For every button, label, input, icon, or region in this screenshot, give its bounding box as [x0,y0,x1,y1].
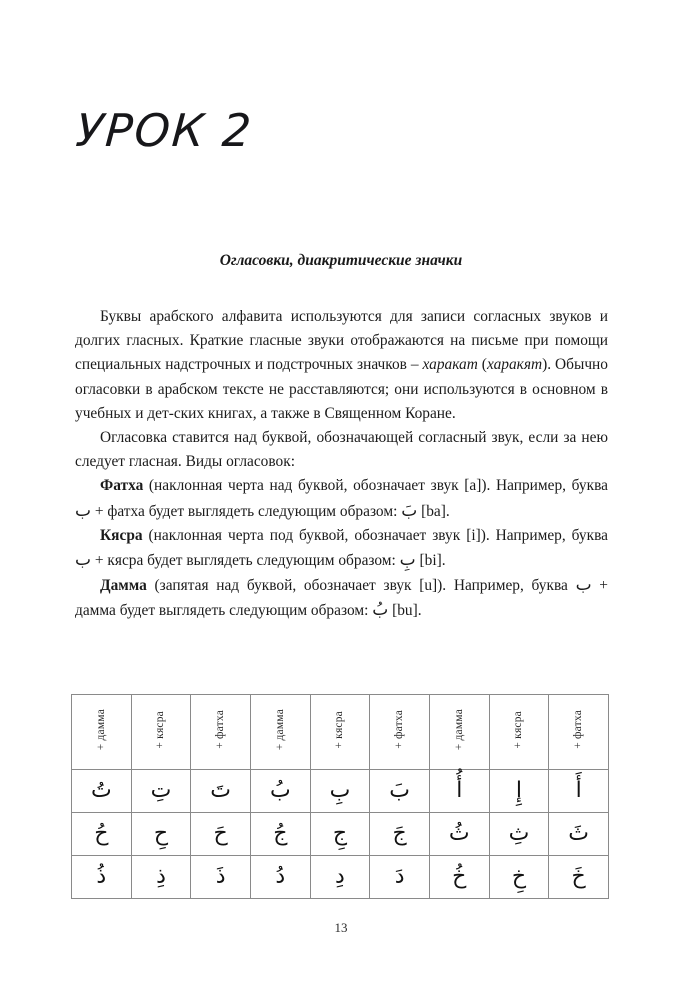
paragraph-fatha-text-1: (наклонная черта над буквой, обозначает звук [a]). Например, буква [143,477,608,495]
arabic-syllable-cell: دُ [250,856,310,899]
arabic-syllable-cell: ذُ [72,856,132,899]
table-header-label: + фатха [213,710,226,749]
arabic-syllable-cell: ثِ [489,813,549,856]
arabic-syllable-cell: دَ [370,856,430,899]
arabic-letter-ba-fatha-result: بَ [401,500,418,521]
paragraph-fatha-text-3: [ba]. [417,502,450,520]
arabic-syllable-cell: خُ [429,856,489,899]
table-header-cell [191,695,251,770]
term-damma: Дамма [100,577,147,595]
paragraph-rule-text: Огласовка ставится над буквой, обозначающей согласный звук, если за нею следует гласная. Виды огласовок: [75,429,608,471]
paragraph-fatha-text-2: + фатха будет выглядеть следующим образом: [91,502,402,520]
arabic-syllable-cell: تِ [131,770,191,813]
table-header-row [72,695,609,770]
table-header-label: + фатха [392,710,405,749]
arabic-syllable-cell: ثُ [429,813,489,856]
table-header-cell [549,695,609,770]
paragraph-damma-text-1: (запятая над буквой, обозначает звук [u]). Например, буква [146,577,576,595]
table-header-label: + дамма [273,708,286,751]
paragraph-damma-text-3: [bu]. [388,602,422,620]
arabic-syllable-cell: بَ [370,770,430,813]
term-harakat-latin: харакат [422,356,478,374]
table-header-cell [489,695,549,770]
arabic-syllable-cell: حَ [191,813,251,856]
arabic-syllable-cell: ذِ [131,856,191,899]
arabic-syllable-cell: ذَ [191,856,251,899]
table-header-cell [310,695,370,770]
arabic-syllable-cell: بِ [310,770,370,813]
paragraph-fatha [75,474,608,523]
arabic-syllable-cell: حُ [72,813,132,856]
paragraph-kasra [75,524,608,573]
paragraph-intro-text-1: Буквы арабского алфавита используются для записи согласных звуков и долгих гласных. Краткие гласные звуки отображаются на письме при помощи специальных надстрочных и подстрочных значков – [75,308,608,374]
paragraph-damma-text-2: + дамма будет выглядеть следующим образом: [75,577,608,620]
table-row [72,770,609,813]
arabic-syllable-cell: تَ [191,770,251,813]
arabic-syllable-cell: بُ [250,770,310,813]
arabic-letter-ba-fatha-base: ب [75,500,92,521]
arabic-syllable-cell: خَ [549,856,609,899]
table-row [72,813,609,856]
table-header-cell [131,695,191,770]
table-row [72,856,609,899]
arabic-letter-ba-kasra-result: بِ [399,550,416,571]
table-body [72,770,609,899]
paragraph-intro-text-3: ). Обычно огласовки в арабском тексте не расставляются; они используются в основном в учебных и дет-ских книгах, а также в Священном Коране. [75,356,608,422]
table-header-label: + дамма [94,708,107,751]
paragraph-intro [75,305,608,426]
term-fatha: Фатха [100,477,144,495]
arabic-syllable-cell: تُ [72,770,132,813]
arabic-syllable-cell: خِ [489,856,549,899]
paragraph-kasra-text-2: + кясра будет выглядеть следующим образом: [91,552,400,570]
table-header-label: + дамма [452,708,465,751]
arabic-letter-ba-kasra-base: ب [75,550,92,571]
table-header-cell [250,695,310,770]
arabic-syllable-cell: جِ [310,813,370,856]
arabic-syllable-cell: جَ [370,813,430,856]
paragraph-intro-text-2: ( [477,356,487,374]
table-header-cell [429,695,489,770]
table-header-cell [72,695,132,770]
table-header [72,695,609,770]
vowel-combination-table [71,694,609,899]
arabic-letter-ba-damma-base: ب [575,575,592,596]
table-header-label: + кясра [512,710,525,749]
term-kasra: Кясра [100,526,143,544]
table-header-label: + фатха [571,710,584,749]
arabic-syllable-cell: ثَ [549,813,609,856]
arabic-syllable-cell: جُ [250,813,310,856]
paragraph-rule [75,426,608,474]
term-harakyat: харакят [486,356,543,374]
arabic-syllable-cell: أُ [429,770,489,813]
paragraph-damma [75,573,608,623]
table-header-label: + кясра [333,710,346,749]
paragraph-kasra-text-1: (наклонная черта под буквой, обозначает звук [i]). Например, буква [142,526,608,544]
arabic-syllable-cell: حِ [131,813,191,856]
arabic-letter-ba-damma-result: بُ [372,600,389,621]
arabic-syllable-cell: أَ [549,770,609,813]
lesson-title: УРОК 2 [74,104,255,157]
arabic-syllable-cell: دِ [310,856,370,899]
body-text [75,305,608,624]
table-header-cell [370,695,430,770]
arabic-syllable-cell: إِ [489,770,549,813]
paragraph-kasra-text-3: [bi]. [415,552,446,570]
section-heading: Огласовки, диакритические значки [219,252,463,269]
page-number: 13 [334,920,348,935]
table-header-label: + кясра [154,710,167,749]
